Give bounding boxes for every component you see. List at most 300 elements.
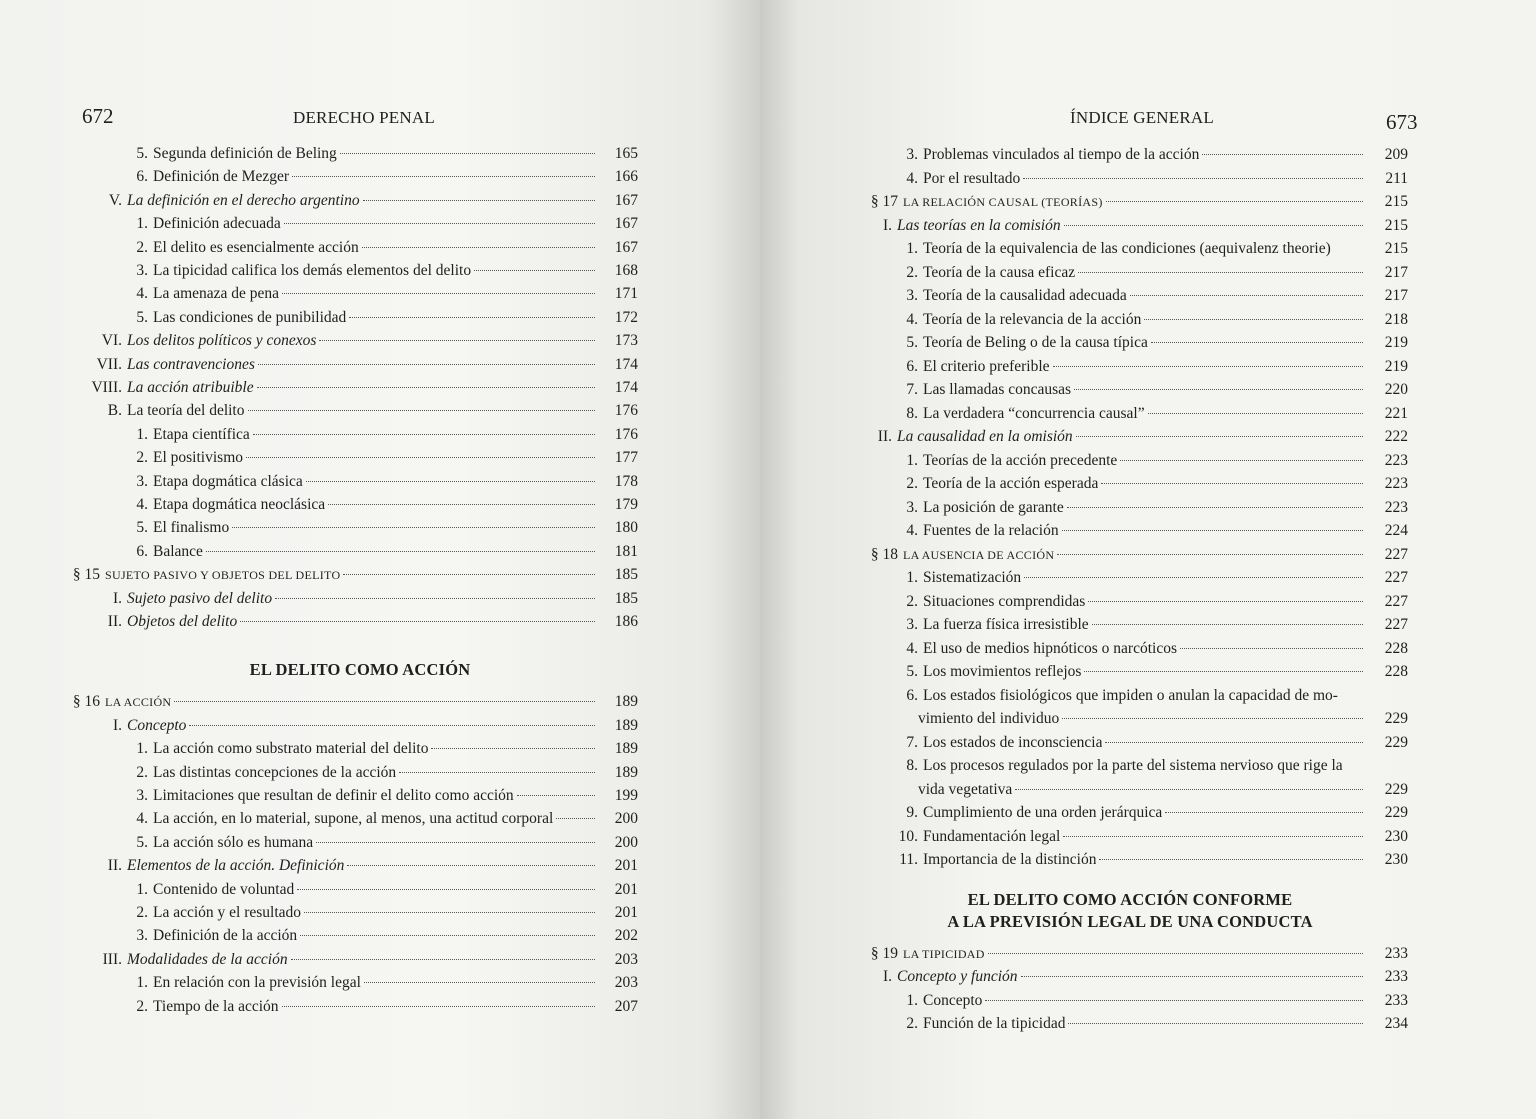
toc-entry-number: 2. bbox=[136, 997, 148, 1015]
toc-entry-number: II. bbox=[107, 613, 122, 630]
toc-entry-number: 3. bbox=[136, 927, 148, 945]
toc-leader-dots bbox=[362, 247, 595, 248]
toc-entry-page: 173 bbox=[614, 332, 638, 350]
toc-entry-number: III. bbox=[102, 950, 122, 968]
toc-leader-dots bbox=[1202, 154, 1363, 155]
toc-entry-number: 2. bbox=[136, 763, 148, 781]
toc-entry-title: El uso de medios hipnóticos o narcóticos bbox=[923, 639, 1177, 657]
toc-entry-page: 177 bbox=[614, 449, 638, 467]
toc-entry-title: Definición de Mezger bbox=[153, 168, 289, 186]
toc-entry-number: VIII. bbox=[91, 379, 122, 396]
toc-entry-number: V. bbox=[108, 191, 122, 209]
toc-entry-title: Teoría de Beling o de la causa típica bbox=[923, 334, 1148, 351]
toc-entry bbox=[878, 1015, 1408, 1037]
toc-entry-number: 1. bbox=[906, 991, 918, 1009]
toc-entry bbox=[878, 687, 1408, 709]
toc-entry-title: La acción, en lo material, supone, al menos, una actitud corporal bbox=[153, 810, 554, 828]
toc-entry-number: 6. bbox=[906, 686, 918, 704]
toc-entry bbox=[112, 787, 638, 809]
toc-leader-dots bbox=[306, 481, 595, 482]
toc-entry-number: 9. bbox=[906, 804, 918, 821]
toc-entry-title: La acción sólo es humana bbox=[153, 833, 314, 851]
toc-entry bbox=[878, 287, 1408, 309]
toc-entry-page: 211 bbox=[1385, 169, 1408, 187]
toc-entry-title: El positivismo bbox=[153, 449, 243, 467]
toc-entry bbox=[878, 452, 1408, 474]
toc-entry-number: § 15 bbox=[72, 566, 100, 584]
toc-entry-title: La causalidad en la omisión bbox=[897, 428, 1073, 445]
toc-entry-title: Definición adecuada bbox=[153, 215, 281, 233]
toc-entry-page: 199 bbox=[614, 787, 638, 804]
toc-entry-title: LA ACCIÓN bbox=[105, 695, 172, 710]
toc-entry-page: 219 bbox=[1384, 357, 1408, 375]
toc-entry-number: 2. bbox=[906, 592, 918, 610]
toc-entry-number: 3. bbox=[906, 616, 918, 633]
toc-leader-dots bbox=[1067, 507, 1363, 508]
toc-entry bbox=[86, 379, 638, 401]
toc-entry-number: 1. bbox=[136, 425, 148, 443]
toc-entry bbox=[112, 496, 638, 518]
toc-leader-dots bbox=[1062, 530, 1363, 531]
toc-entry-page: 227 bbox=[1384, 569, 1408, 586]
toc-entry-page: 203 bbox=[614, 950, 638, 968]
toc-entry-page: 230 bbox=[1384, 827, 1408, 845]
toc-entry bbox=[112, 904, 638, 926]
toc-entry bbox=[878, 781, 1408, 803]
toc-entry-page: 174 bbox=[614, 379, 638, 396]
toc-leader-dots bbox=[300, 935, 595, 936]
toc-entry-number: 2. bbox=[136, 449, 148, 467]
toc-entry-title: Las condiciones de punibilidad bbox=[153, 308, 347, 326]
toc-entry bbox=[878, 311, 1408, 333]
toc-entry-page: 228 bbox=[1384, 639, 1408, 657]
toc-entry-number: 3. bbox=[136, 472, 148, 490]
toc-entry-title: Sujeto pasivo del delito bbox=[127, 589, 273, 607]
toc-entry-number: 5. bbox=[906, 334, 918, 351]
toc-entry-title: SUJETO PASIVO Y OBJETOS DEL DELITO bbox=[105, 568, 341, 583]
toc-entry-title: La definición en el derecho argentino bbox=[127, 191, 360, 209]
toc-entry-title: Teorías de la acción precedente bbox=[923, 451, 1118, 469]
toc-entry-title: La acción como substrato material del delito bbox=[153, 740, 429, 758]
toc-entry bbox=[858, 193, 1408, 215]
toc-entry-title: Contenido de voluntad bbox=[153, 880, 295, 898]
toc-entry-page: 168 bbox=[614, 262, 638, 279]
toc-leader-dots bbox=[297, 889, 595, 890]
toc-entry bbox=[878, 569, 1408, 591]
toc-leader-dots bbox=[1151, 342, 1363, 343]
toc-entry-title: Etapa dogmática neoclásica bbox=[153, 496, 326, 513]
toc-leader-dots bbox=[399, 772, 595, 773]
toc-entry bbox=[112, 262, 638, 284]
toc-entry-title: La fuerza física irresistible bbox=[923, 616, 1089, 633]
toc-entry bbox=[878, 381, 1408, 403]
toc-entry-title: Las contravenciones bbox=[127, 355, 255, 373]
toc-entry-title: vimiento del individuo bbox=[918, 710, 1060, 727]
left-page-number: 672 bbox=[82, 104, 114, 128]
toc-entry-number: 8. bbox=[906, 404, 918, 422]
toc-leader-dots bbox=[363, 200, 595, 201]
right-running-head: ÍNDICE GENERAL bbox=[1070, 108, 1214, 127]
toc-entry-title: Balance bbox=[153, 542, 203, 560]
toc-entry-title: Teoría de la equivalencia de las condiciones (aequivalenz theorie) bbox=[923, 240, 1331, 257]
toc-entry-number: 2. bbox=[136, 238, 148, 256]
right-section-heading-line1: EL DELITO COMO ACCIÓN CONFORME bbox=[967, 890, 1293, 909]
toc-entry-page: 200 bbox=[614, 833, 638, 851]
toc-entry-page: 229 bbox=[1384, 710, 1408, 727]
toc-entry-number: 2. bbox=[906, 475, 918, 492]
toc-entry-number: 1. bbox=[136, 215, 148, 233]
toc-entry-number: 7. bbox=[906, 733, 918, 751]
toc-leader-dots bbox=[988, 953, 1363, 954]
toc-entry-page: 176 bbox=[614, 425, 638, 443]
toc-leader-dots bbox=[1064, 225, 1363, 226]
toc-leader-dots bbox=[1023, 178, 1363, 179]
toc-entry bbox=[878, 146, 1408, 168]
toc-entry-number: 1. bbox=[906, 240, 918, 257]
toc-entry-title: Los delitos políticos y conexos bbox=[127, 332, 317, 350]
toc-entry-number: 1. bbox=[906, 451, 918, 469]
toc-entry-number: I. bbox=[112, 589, 122, 607]
toc-entry bbox=[878, 828, 1408, 850]
toc-entry-number: 4. bbox=[906, 639, 918, 657]
toc-entry bbox=[86, 857, 638, 879]
toc-entry-number: 3. bbox=[906, 146, 918, 163]
toc-entry-title: Concepto bbox=[923, 991, 983, 1009]
toc-entry-number: VII. bbox=[96, 355, 122, 373]
toc-entry bbox=[112, 215, 638, 237]
toc-entry-page: 203 bbox=[614, 974, 638, 992]
toc-entry-title: En relación con la previsión legal bbox=[153, 974, 361, 992]
toc-entry-title: Limitaciones que resultan de definir el delito como acción bbox=[153, 787, 514, 804]
toc-leader-dots bbox=[232, 527, 595, 528]
toc-entry bbox=[852, 428, 1408, 450]
toc-entry-title: Teoría de la relevancia de la acción bbox=[923, 310, 1142, 328]
toc-entry bbox=[64, 566, 638, 588]
toc-entry-page: 186 bbox=[614, 613, 638, 630]
toc-leader-dots bbox=[1021, 976, 1363, 977]
toc-leader-dots bbox=[1053, 366, 1363, 367]
toc-leader-dots bbox=[1180, 648, 1363, 649]
toc-entry-page: 207 bbox=[614, 997, 638, 1015]
toc-leader-dots bbox=[1101, 483, 1363, 484]
toc-entry-page: 217 bbox=[1384, 287, 1408, 304]
toc-leader-dots bbox=[1148, 413, 1363, 414]
toc-entry-page: 165 bbox=[614, 145, 638, 162]
toc-leader-dots bbox=[556, 818, 595, 819]
toc-entry-number: 1. bbox=[136, 740, 148, 758]
toc-entry bbox=[112, 426, 638, 448]
toc-entry-page: 233 bbox=[1384, 991, 1408, 1009]
toc-entry-number: I. bbox=[112, 716, 122, 734]
toc-entry bbox=[858, 945, 1408, 967]
toc-entry-number: 1. bbox=[906, 569, 918, 586]
toc-entry-title: El finalismo bbox=[153, 519, 230, 537]
toc-entry-number: 1. bbox=[136, 880, 148, 898]
toc-entry-title: El criterio preferible bbox=[923, 357, 1050, 375]
toc-entry-title: La acción y el resultado bbox=[153, 904, 302, 921]
toc-entry-number: 2. bbox=[906, 263, 918, 281]
toc-entry-title: Segunda definición de Beling bbox=[153, 145, 337, 162]
toc-entry-number: 5. bbox=[136, 308, 148, 326]
toc-leader-dots bbox=[1088, 601, 1363, 602]
toc-entry-title: La acción atribuible bbox=[127, 379, 254, 396]
toc-entry-title: Las llamadas concausas bbox=[923, 381, 1072, 398]
toc-entry bbox=[878, 170, 1408, 192]
toc-entry-title: Elementos de la acción. Definición bbox=[127, 857, 345, 875]
toc-leader-dots bbox=[1068, 1023, 1363, 1024]
toc-leader-dots bbox=[206, 551, 595, 552]
toc-entry-title: La posición de garante bbox=[923, 498, 1064, 516]
toc-entry-number: 3. bbox=[906, 287, 918, 304]
toc-leader-dots bbox=[364, 982, 595, 983]
toc-entry-title: vida vegetativa bbox=[918, 780, 1013, 798]
toc-entry-title: Los movimientos reflejos bbox=[923, 663, 1082, 680]
toc-entry bbox=[64, 693, 638, 715]
toc-leader-dots bbox=[1092, 624, 1363, 625]
toc-leader-dots bbox=[282, 293, 595, 294]
toc-entry-title: Fundamentación legal bbox=[923, 827, 1061, 845]
toc-entry-number: 3. bbox=[906, 498, 918, 516]
toc-entry-page: 167 bbox=[614, 191, 638, 209]
toc-entry-number: 11. bbox=[899, 851, 918, 868]
toc-leader-dots bbox=[1074, 389, 1363, 390]
toc-leader-dots bbox=[174, 701, 595, 702]
toc-entry-title: Modalidades de la acción bbox=[127, 950, 288, 968]
toc-leader-dots bbox=[1078, 272, 1363, 273]
toc-entry bbox=[112, 449, 638, 471]
toc-entry bbox=[878, 358, 1408, 380]
toc-entry-number: 3. bbox=[136, 787, 148, 804]
toc-entry-page: 201 bbox=[614, 880, 638, 898]
toc-leader-dots bbox=[258, 364, 595, 365]
right-page bbox=[760, 0, 1536, 1119]
toc-entry bbox=[852, 968, 1408, 990]
toc-leader-dots bbox=[275, 598, 595, 599]
toc-entry bbox=[112, 810, 638, 832]
toc-entry-page: 230 bbox=[1384, 851, 1408, 868]
right-page-number: 673 bbox=[1386, 110, 1418, 134]
toc-entry-page: 223 bbox=[1384, 498, 1408, 516]
toc-entry-page: 220 bbox=[1384, 381, 1408, 398]
toc-entry-page: 185 bbox=[614, 589, 638, 607]
toc-entry-title: Teoría de la causalidad adecuada bbox=[923, 287, 1127, 304]
toc-entry-page: 176 bbox=[614, 402, 638, 420]
toc-entry bbox=[852, 217, 1408, 239]
toc-entry-title: Los estados fisiológicos que impiden o anulan la capacidad de mo- bbox=[923, 686, 1338, 704]
toc-entry-title: Por el resultado bbox=[923, 169, 1021, 187]
toc-entry bbox=[878, 264, 1408, 286]
toc-entry-title: Sistematización bbox=[923, 569, 1022, 586]
toc-leader-dots bbox=[347, 865, 595, 866]
toc-entry-number: § 16 bbox=[72, 693, 100, 711]
toc-entry bbox=[112, 998, 638, 1020]
toc-entry bbox=[878, 593, 1408, 615]
toc-leader-dots bbox=[1099, 859, 1363, 860]
toc-entry bbox=[112, 927, 638, 949]
toc-entry bbox=[112, 239, 638, 261]
toc-entry-title: Etapa dogmática clásica bbox=[153, 472, 303, 490]
toc-leader-dots bbox=[282, 1006, 595, 1007]
toc-entry-title: LA AUSENCIA DE ACCIÓN bbox=[903, 547, 1055, 562]
toc-leader-dots bbox=[248, 410, 596, 411]
toc-leader-dots bbox=[1076, 436, 1363, 437]
toc-entry-page: 223 bbox=[1384, 451, 1408, 469]
toc-entry-title: Concepto y función bbox=[897, 968, 1018, 985]
toc-leader-dots bbox=[1024, 577, 1363, 578]
toc-entry bbox=[86, 717, 638, 739]
toc-leader-dots bbox=[1106, 201, 1363, 202]
toc-leader-dots bbox=[253, 434, 595, 435]
toc-entry-title: La verdadera “concurrencia causal” bbox=[923, 404, 1145, 422]
toc-leader-dots bbox=[985, 1000, 1363, 1001]
toc-entry-page: 227 bbox=[1384, 545, 1408, 563]
toc-entry-number: § 18 bbox=[870, 545, 898, 563]
toc-leader-dots bbox=[431, 748, 595, 749]
toc-leader-dots bbox=[291, 959, 595, 960]
toc-entry-title: El delito es esencialmente acción bbox=[153, 238, 359, 256]
toc-entry-number: 5. bbox=[906, 663, 918, 680]
toc-entry bbox=[112, 473, 638, 495]
toc-leader-dots bbox=[349, 317, 595, 318]
toc-entry bbox=[112, 974, 638, 996]
toc-entry-number: 6. bbox=[136, 542, 148, 560]
toc-entry-number: 5. bbox=[136, 833, 148, 851]
toc-entry bbox=[878, 334, 1408, 356]
toc-entry-page: 179 bbox=[614, 496, 638, 513]
toc-entry bbox=[878, 992, 1408, 1014]
toc-entry-title: Etapa científica bbox=[153, 425, 250, 443]
toc-entry-page: 227 bbox=[1384, 616, 1408, 633]
toc-entry-number: 2. bbox=[136, 904, 148, 921]
toc-entry-page: 217 bbox=[1384, 263, 1408, 281]
toc-entry-page: 219 bbox=[1384, 334, 1408, 351]
toc-entry bbox=[112, 309, 638, 331]
toc-entry-page: 178 bbox=[614, 472, 638, 490]
toc-entry bbox=[878, 851, 1408, 873]
toc-leader-dots bbox=[328, 504, 595, 505]
toc-entry-title: Teoría de la causa eficaz bbox=[923, 263, 1076, 281]
toc-entry-title: Definición de la acción bbox=[153, 927, 298, 945]
toc-entry-number: 4. bbox=[906, 310, 918, 328]
toc-entry-page: 201 bbox=[614, 857, 638, 875]
toc-entry-page: 189 bbox=[614, 740, 638, 758]
toc-entry-number: II. bbox=[877, 428, 892, 445]
toc-leader-dots bbox=[1062, 718, 1363, 719]
toc-entry-page: 218 bbox=[1384, 310, 1408, 328]
toc-entry-number: 4. bbox=[906, 522, 918, 539]
toc-entry bbox=[878, 804, 1408, 826]
toc-leader-dots bbox=[304, 912, 595, 913]
toc-entry-page: 228 bbox=[1384, 663, 1408, 680]
toc-entry-number: 3. bbox=[136, 262, 148, 279]
toc-leader-dots bbox=[1057, 554, 1363, 555]
toc-entry bbox=[112, 764, 638, 786]
toc-entry bbox=[86, 590, 638, 612]
toc-entry-title: Tiempo de la acción bbox=[153, 997, 279, 1015]
toc-entry-number: VI. bbox=[101, 332, 122, 350]
toc-entry-page: 215 bbox=[1384, 193, 1408, 210]
toc-leader-dots bbox=[316, 842, 595, 843]
toc-entry bbox=[878, 240, 1408, 262]
toc-entry-page: 229 bbox=[1384, 780, 1408, 798]
toc-entry-page: 167 bbox=[614, 215, 638, 233]
toc-entry-page: 215 bbox=[1384, 240, 1408, 257]
toc-entry bbox=[112, 543, 638, 565]
left-page bbox=[0, 0, 760, 1119]
toc-entry bbox=[878, 475, 1408, 497]
toc-entry bbox=[878, 710, 1408, 732]
toc-entry-title: La amenaza de pena bbox=[153, 285, 280, 303]
toc-entry bbox=[112, 285, 638, 307]
toc-entry-page: 222 bbox=[1384, 428, 1408, 445]
toc-entry-page: 189 bbox=[614, 693, 638, 711]
toc-leader-dots bbox=[1144, 319, 1363, 320]
toc-entry-title: Concepto bbox=[127, 716, 187, 734]
toc-entry-number: 7. bbox=[906, 381, 918, 398]
toc-entry-page: 229 bbox=[1384, 804, 1408, 821]
toc-entry bbox=[112, 168, 638, 190]
toc-leader-dots bbox=[319, 340, 595, 341]
toc-leader-dots bbox=[257, 387, 595, 388]
toc-entry bbox=[858, 546, 1408, 568]
toc-leader-dots bbox=[1015, 789, 1363, 790]
toc-entry bbox=[878, 616, 1408, 638]
toc-entry-page: 227 bbox=[1384, 592, 1408, 610]
toc-entry-page: 215 bbox=[1384, 216, 1408, 234]
toc-entry-title: La teoría del delito bbox=[127, 402, 245, 420]
toc-leader-dots bbox=[1084, 671, 1363, 672]
toc-leader-dots bbox=[474, 270, 595, 271]
toc-leader-dots bbox=[1105, 742, 1363, 743]
toc-entry-page: 233 bbox=[1384, 944, 1408, 962]
toc-entry bbox=[86, 613, 638, 635]
toc-entry bbox=[112, 740, 638, 762]
toc-entry-page: 201 bbox=[614, 904, 638, 921]
toc-leader-dots bbox=[292, 176, 595, 177]
toc-entry-page: 229 bbox=[1384, 733, 1408, 751]
toc-leader-dots bbox=[1130, 295, 1363, 296]
toc-entry-page: 223 bbox=[1384, 475, 1408, 492]
toc-entry-number: 4. bbox=[906, 169, 918, 187]
toc-entry bbox=[112, 834, 638, 856]
toc-entry-page: 167 bbox=[614, 238, 638, 256]
toc-entry-page: 172 bbox=[614, 308, 638, 326]
left-running-head: DERECHO PENAL bbox=[293, 108, 435, 127]
toc-entry bbox=[878, 757, 1408, 779]
toc-entry-page: 166 bbox=[614, 168, 638, 186]
toc-entry-title: Cumplimiento de una orden jerárquica bbox=[923, 804, 1163, 821]
toc-entry-page: 200 bbox=[614, 810, 638, 828]
toc-leader-dots bbox=[517, 795, 595, 796]
toc-entry-number: 5. bbox=[136, 519, 148, 537]
toc-leader-dots bbox=[340, 153, 595, 154]
toc-entry-number: I. bbox=[882, 216, 892, 234]
toc-leader-dots bbox=[246, 457, 595, 458]
toc-entry bbox=[878, 405, 1408, 427]
toc-entry-number: 2. bbox=[906, 1015, 918, 1032]
toc-entry bbox=[86, 951, 638, 973]
toc-entry-page: 189 bbox=[614, 716, 638, 734]
toc-entry-number: 4. bbox=[136, 285, 148, 303]
toc-entry-page: 224 bbox=[1384, 522, 1408, 539]
toc-entry-page: 189 bbox=[614, 763, 638, 781]
toc-entry-number: 6. bbox=[906, 357, 918, 375]
toc-entry bbox=[112, 145, 638, 167]
toc-entry-title: La tipicidad califica los demás elementos del delito bbox=[153, 262, 472, 279]
toc-leader-dots bbox=[284, 223, 595, 224]
toc-entry-page: 185 bbox=[614, 566, 638, 584]
toc-entry-title: Los procesos regulados por la parte del sistema nervioso que rige la bbox=[923, 757, 1343, 774]
